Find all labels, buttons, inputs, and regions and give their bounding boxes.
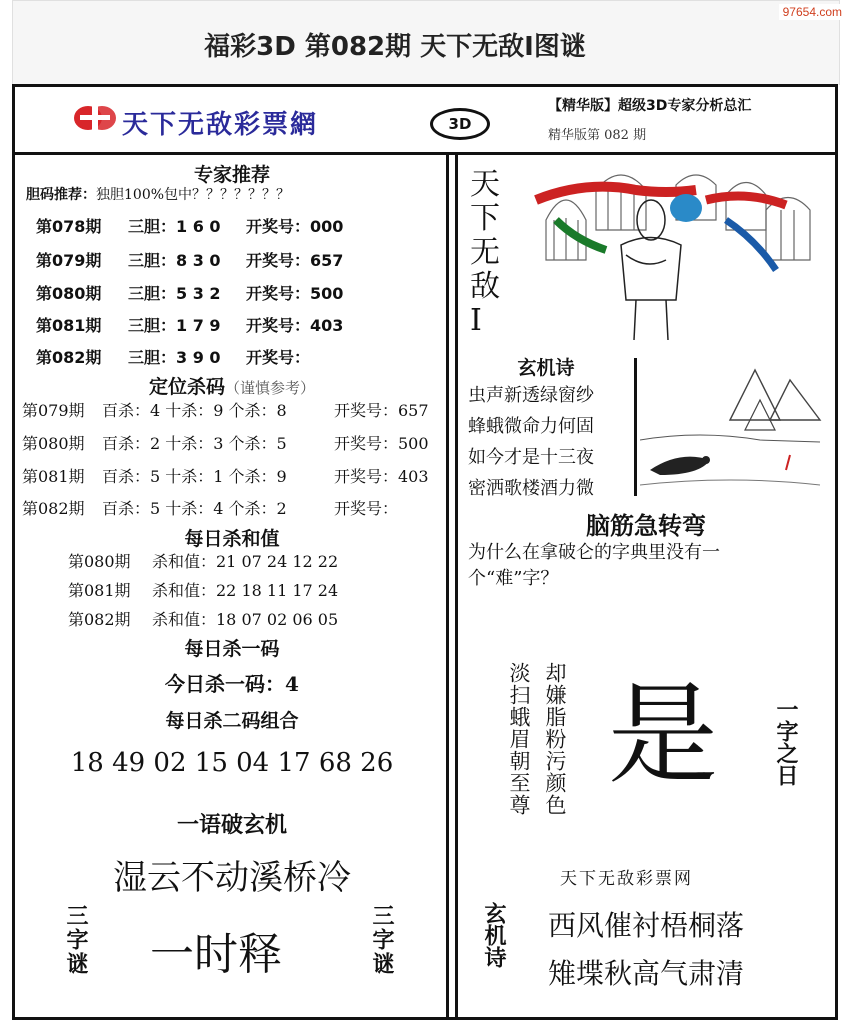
big-character: 是 xyxy=(608,671,718,799)
expert-heading: 专家推荐 xyxy=(193,164,270,186)
vertical-verse-col-1: 却嫌脂粉污颜色 xyxy=(543,662,567,816)
edition-title: 【精华版】超级3D专家分析总汇 xyxy=(548,98,752,114)
poem-divider xyxy=(634,358,637,496)
dan-label: 胆码推荐： xyxy=(26,187,96,203)
three-char-riddle-right: 三字谜 xyxy=(369,904,394,976)
logo-text: 天下无敌彩票網 xyxy=(122,110,319,140)
poem-line: 如今才是十三夜 xyxy=(468,447,594,468)
dan-text: 独胆100%包中？？？？？？？ xyxy=(96,187,291,203)
kill-one-text: 今日杀一码：4 xyxy=(165,672,299,696)
kill-one-heading: 每日杀一码 xyxy=(184,638,280,660)
lottery-logo-icon xyxy=(72,100,118,136)
sum-kill-row: 第082期 杀和值：18 07 02 06 05 xyxy=(68,610,339,629)
expert-row: 第080期 三胆：5 3 2 开奖号：500 xyxy=(36,284,344,303)
position-row: 第082期 百杀：5 十杀：4 个杀：2 开奖号： xyxy=(22,499,399,518)
expert-row: 第078期 三胆：1 6 0 开奖号：000 xyxy=(36,217,344,236)
poem-line: 虫声新透绿窗纱 xyxy=(468,385,594,406)
site-name: 天下无敌彩票网 xyxy=(560,869,693,889)
poem-lines xyxy=(468,380,594,504)
position-heading-wrap xyxy=(18,372,446,399)
expert-row: 第079期 三胆：8 3 0 开奖号：657 xyxy=(36,251,344,270)
issue-line: 精华版第 082 期 xyxy=(548,128,647,143)
kill-two-numbers: 18 49 02 15 04 17 68 26 xyxy=(70,748,394,778)
sum-kill-heading: 每日杀和值 xyxy=(184,528,280,550)
riddle-line: 湿云不动溪桥冷 xyxy=(113,858,351,898)
position-row: 第079期 百杀：4 十杀：9 个杀：8 开奖号：657 xyxy=(22,401,429,420)
sum-kill-row: 第080期 杀和值：21 07 24 12 22 xyxy=(68,552,339,571)
poem2-line: 西风催衬梧桐落 xyxy=(548,909,745,942)
poem-line: 密洒歌楼酒力微 xyxy=(468,478,594,499)
three-char-riddle-left: 三字谜 xyxy=(63,904,88,976)
position-heading: 定位杀码 xyxy=(148,376,225,398)
poem-heading: 玄机诗 xyxy=(517,357,575,379)
expert-row: 第081期 三胆：1 7 9 开奖号：403 xyxy=(36,316,344,335)
poem2-line: 雉堞秋高气肃清 xyxy=(548,957,745,990)
position-row: 第081期 百杀：5 十杀：1 个杀：9 开奖号：403 xyxy=(22,467,429,486)
penguin-illustration xyxy=(640,360,830,500)
position-note: （谨慎参考） xyxy=(225,379,316,397)
kill-two-heading: 每日杀二码组合 xyxy=(165,710,299,732)
vertical-verse-col-2: 淡扫蛾眉朝至尊 xyxy=(507,662,531,816)
riddle-heading: 一语破玄机 xyxy=(176,813,287,838)
badge-3d: 3D xyxy=(430,108,490,140)
brain-teaser-heading: 脑筋急转弯 xyxy=(586,512,706,540)
page-title: 福彩3D 第082期 天下无敌Ⅰ图谜 xyxy=(204,32,586,62)
position-row: 第080期 百杀：2 十杀：3 个杀：5 开奖号：500 xyxy=(22,434,429,453)
sum-kill-row: 第081期 杀和值：22 18 11 17 24 xyxy=(68,581,339,600)
vertical-title: 天下无敌Ⅰ xyxy=(470,167,500,338)
dan-recommend xyxy=(26,184,290,204)
cartoon-illustration xyxy=(526,160,826,344)
expert-row: 第082期 三胆：3 9 0 开奖号： xyxy=(36,348,311,367)
poem2-label: 玄机诗 xyxy=(481,902,506,968)
column-divider xyxy=(446,155,458,1017)
brain-teaser-question: 为什么在拿破仑的字典里没有一个“难”字？ xyxy=(468,542,720,589)
poem-line: 蜂蛾微命力何固 xyxy=(468,416,594,437)
one-character-riddle: 一字之日 xyxy=(773,698,798,786)
riddle-center: 一时释 xyxy=(150,929,282,980)
poem2-lines xyxy=(548,902,744,998)
watermark: 97654.com xyxy=(779,4,846,20)
